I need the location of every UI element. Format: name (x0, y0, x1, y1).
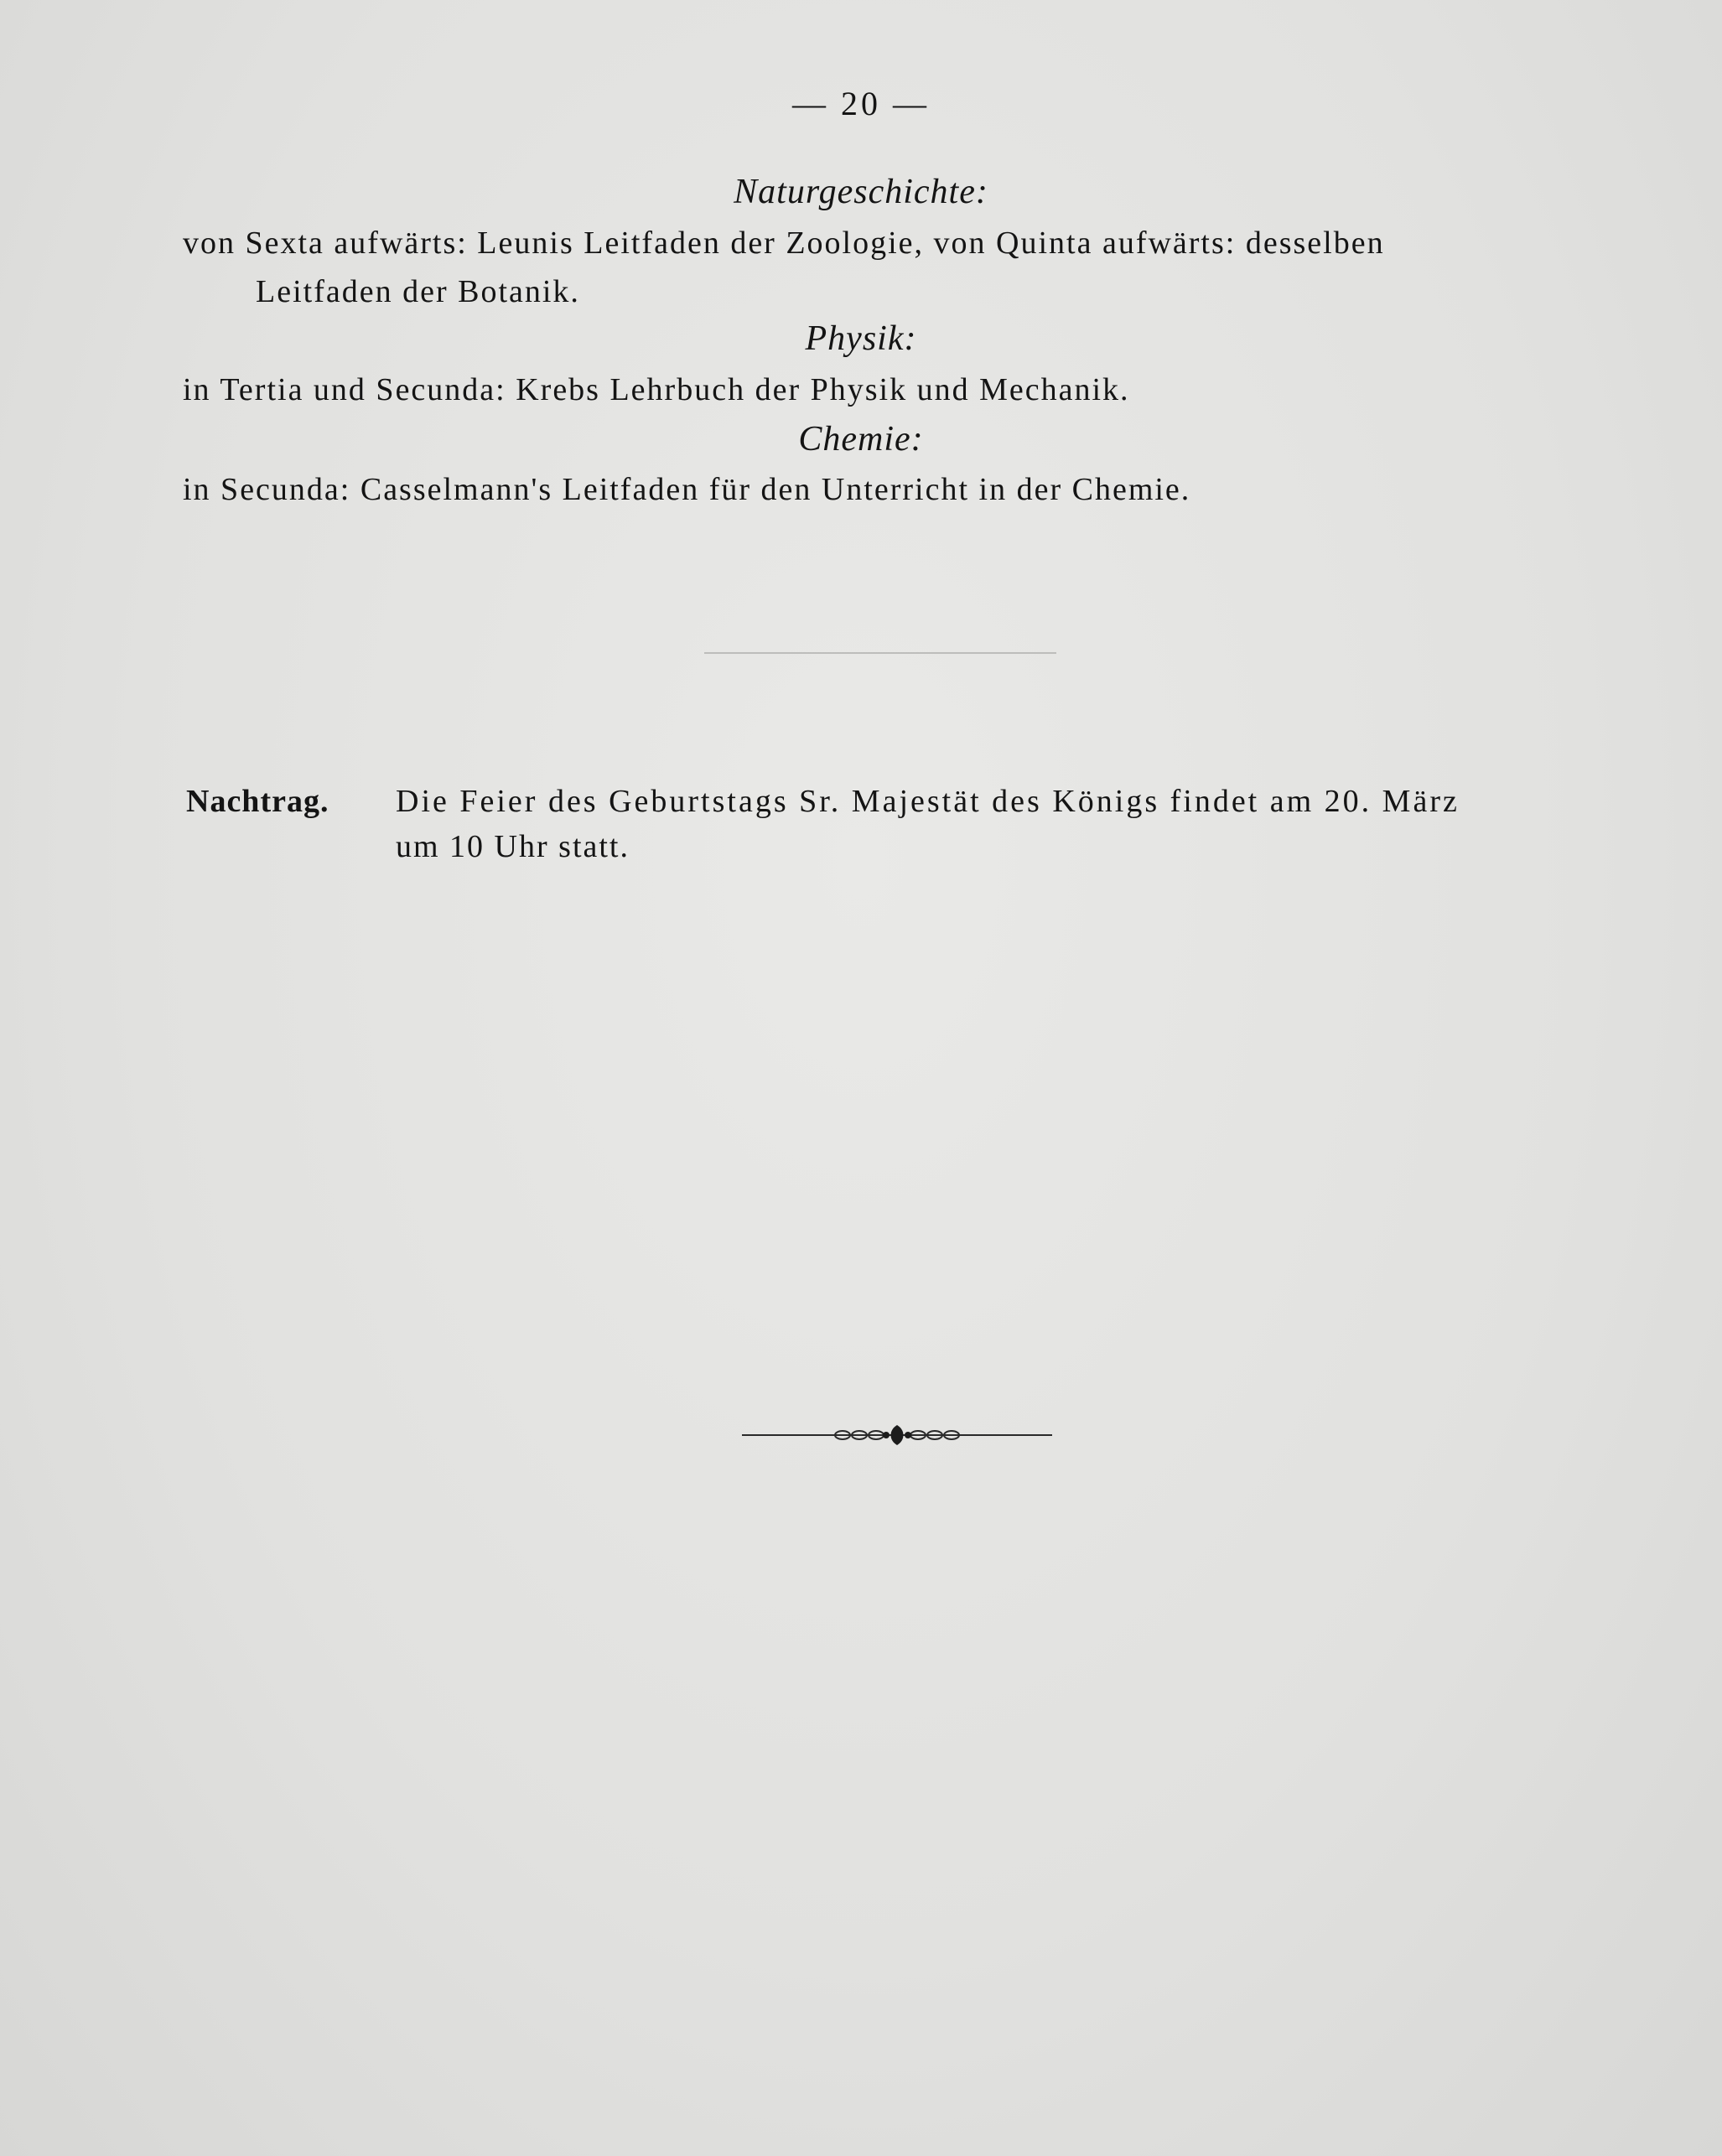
chemie-line-1: in Secunda: Casselmann's Leitfaden für den Unterricht in der Chemie. (183, 472, 1191, 507)
ornament-divider-icon (742, 1423, 1052, 1447)
nachtrag-line-1: Die Feier des Geburtstags Sr. Majestät des Königs findet am 20. März (396, 784, 1460, 819)
naturgeschichte-line-2: Leitfaden der Botanik. (256, 274, 580, 309)
heading-naturgeschichte: Naturgeschichte: (734, 173, 988, 211)
nachtrag-label: Nachtrag. (186, 784, 329, 819)
heading-physik: Physik: (805, 319, 917, 358)
naturgeschichte-line-1: von Sexta aufwärts: Leunis Leitfaden der Zoologie, von Quinta aufwärts: desselben (183, 225, 1385, 261)
heading-chemie: Chemie: (798, 420, 924, 459)
physik-line-1: in Tertia und Secunda: Krebs Lehrbuch der Physik und Mechanik. (183, 372, 1130, 407)
nachtrag-line-2: um 10 Uhr statt. (396, 829, 630, 864)
page-number: — 20 — (792, 85, 930, 122)
separator-rule (704, 652, 1056, 654)
